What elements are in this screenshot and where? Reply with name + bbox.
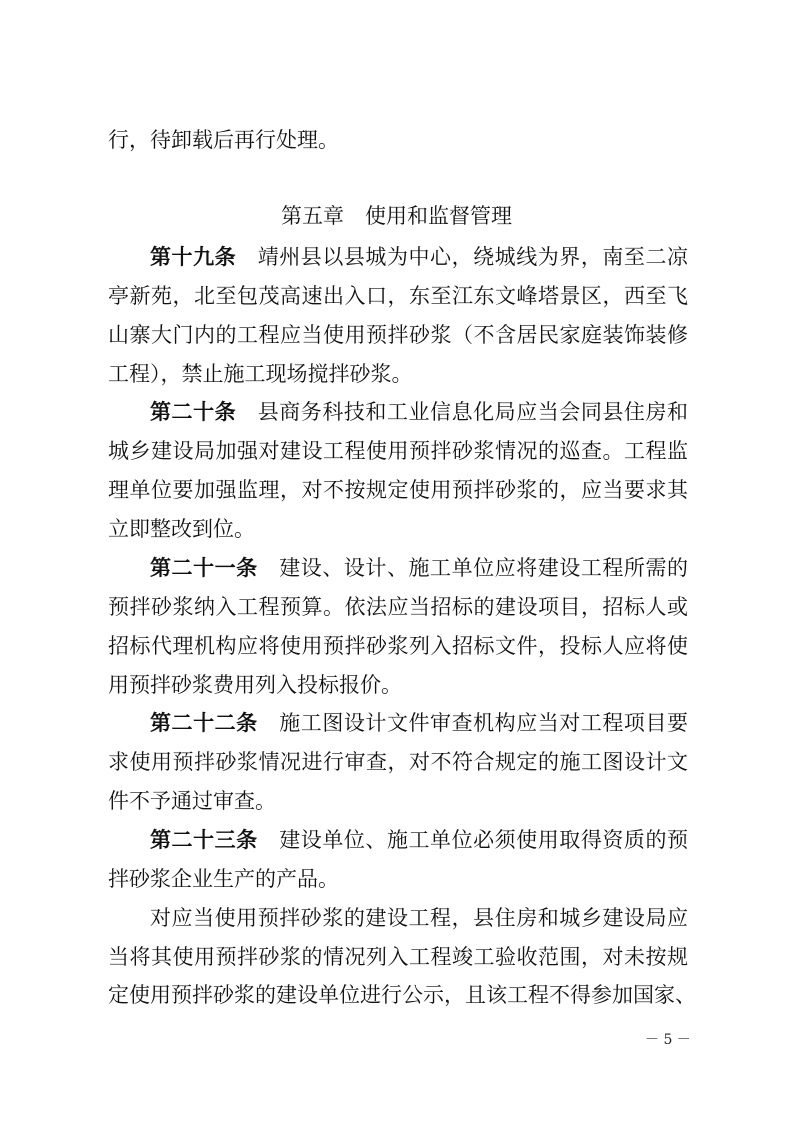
article-22-title: 第二十二条 — [150, 711, 258, 735]
article-22-text: 施工图设计文件审查机构应当对工程项目要 — [257, 711, 689, 735]
paragraph-line-3: 定使用预拌砂浆的建设单位进行公示，且该工程不得参加国家、 — [108, 983, 696, 1007]
article-22-first-line — [150, 709, 688, 737]
article-21-first-line — [150, 554, 688, 582]
article-21-line-2: 预拌砂浆纳入工程预算。依法应当招标的建设项目，招标人或 — [108, 595, 688, 619]
continuation-line: 行，待卸载后再行处理。 — [108, 128, 339, 152]
article-23-title: 第二十三条 — [150, 828, 258, 852]
article-19-line-2: 亭新苑，北至包茂高速出入口，东至江东文峰塔景区，西至飞 — [108, 284, 688, 308]
article-19-first-line — [150, 243, 688, 271]
paragraph-line-2: 当将其使用预拌砂浆的情况列入工程竣工验收范围，对未按规 — [108, 945, 688, 969]
article-19-title: 第十九条 — [150, 245, 237, 269]
article-21-line-3: 招标代理机构应将使用预拌砂浆列入招标文件，投标人应将使 — [108, 634, 688, 658]
page-number: － 5 － — [645, 1032, 691, 1048]
article-22-line-3: 件不予通过审查。 — [108, 789, 276, 813]
article-19-text: 靖州县以县城为中心，绕城线为界，南至二凉 — [236, 245, 689, 269]
chapter-heading: 第五章 使用和监督管理 — [281, 204, 512, 228]
article-23-text: 建设单位、施工单位必须使用取得资质的预 — [257, 828, 689, 852]
article-20-title: 第二十条 — [150, 400, 237, 424]
article-20-line-2: 城乡建设局加强对建设工程使用预拌砂浆情况的巡查。工程监 — [108, 439, 688, 463]
article-22-line-2: 求使用预拌砂浆情况进行审查，对不符合规定的施工图设计文 — [108, 750, 688, 774]
paragraph-line-1: 对应当使用预拌砂浆的建设工程，县住房和城乡建设局应 — [150, 906, 688, 930]
article-23-first-line — [150, 826, 688, 854]
article-20-text: 县商务科技和工业信息化局应当会同县住房和 — [236, 400, 689, 424]
article-20-line-3: 理单位要加强监理，对不按规定使用预拌砂浆的，应当要求其 — [108, 478, 688, 502]
article-19-line-3: 山寨大门内的工程应当使用预拌砂浆（不含居民家庭装饰装修 — [108, 323, 688, 347]
article-19-line-4: 工程），禁止施工现场搅拌砂浆。 — [108, 362, 413, 386]
article-21-text: 建设、设计、施工单位应将建设工程所需的 — [257, 556, 689, 580]
article-23-line-2: 拌砂浆企业生产的产品。 — [108, 867, 339, 891]
article-20-first-line — [150, 398, 688, 426]
article-20-line-4: 立即整改到位。 — [108, 517, 255, 541]
article-21-line-4: 用预拌砂浆费用列入投标报价。 — [108, 673, 402, 697]
article-21-title: 第二十一条 — [150, 556, 258, 580]
